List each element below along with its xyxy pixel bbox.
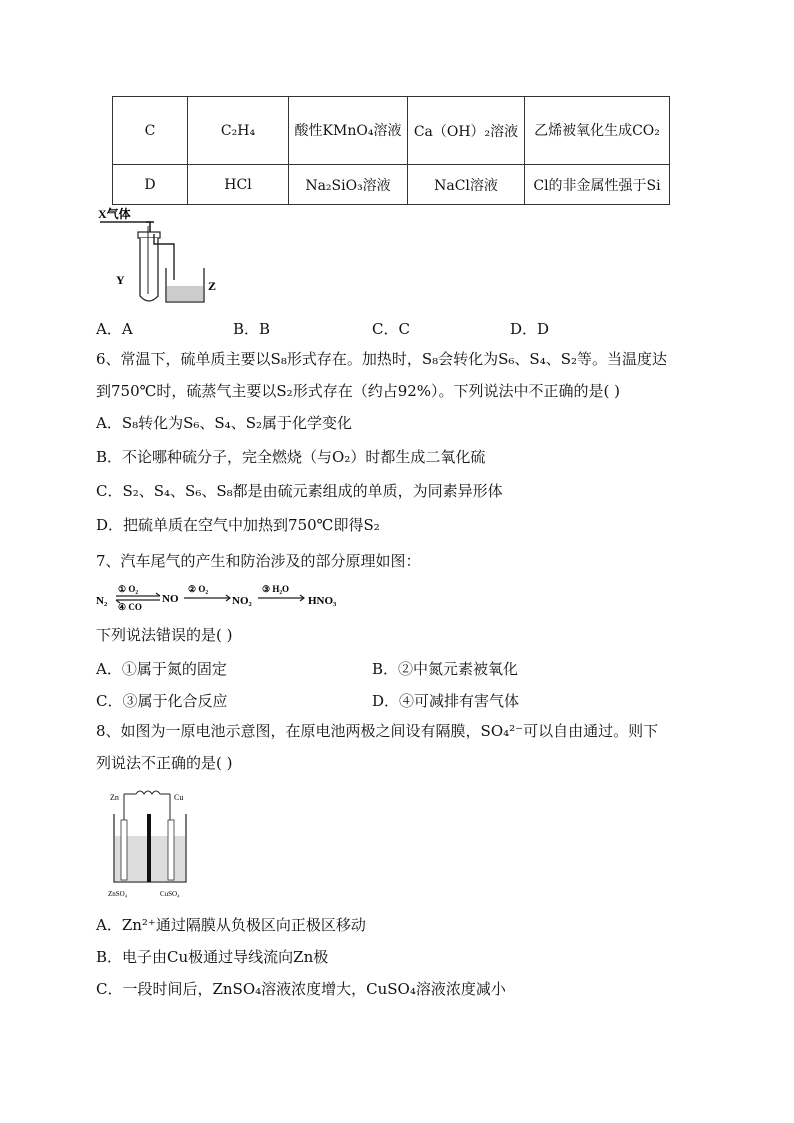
q6-option-c: C．S₂、S₄、S₆、S₈都是由硫元素组成的单质，为同素异形体 — [96, 482, 503, 500]
gas-apparatus-figure — [96, 204, 226, 308]
z-label: Z — [208, 279, 217, 293]
table-cell: Cl的非金属性强于Si — [525, 165, 670, 205]
q5-option-c: C．C — [372, 320, 410, 338]
no-label: NO — [162, 593, 179, 605]
galvanic-cell-figure — [108, 786, 198, 902]
table-row — [113, 165, 670, 205]
q6-option-a: A．S₈转化为S₆、S₄、S₂属于化学变化 — [96, 414, 352, 432]
step4-label: ④ CO — [118, 602, 142, 612]
cuso4-label: CuSO₄ — [160, 890, 180, 898]
table-cell: Ca（OH）₂溶液 — [408, 97, 525, 165]
table-cell: HCl — [188, 165, 289, 205]
n2-label: N₂ — [96, 595, 108, 607]
no2-label: NO₂ — [232, 595, 252, 607]
q8-option-b: B．电子由Cu极通过导线流向Zn极 — [96, 948, 329, 966]
q6-stem-line2: 到750℃时，硫蒸气主要以S₂形式存在（约占92%）。下列说法中不正确的是( ) — [96, 382, 621, 400]
q6-option-b: B．不论哪种硫分子，完全燃烧（与O₂）时都生成二氧化硫 — [96, 448, 486, 466]
zn-label: Zn — [110, 793, 119, 802]
znso4-label: ZnSO₄ — [108, 890, 128, 898]
gas-label: X气体 — [98, 207, 131, 221]
table-row — [113, 97, 670, 165]
q7-option-b: B．②中氮元素被氧化 — [372, 660, 519, 678]
experiment-table — [112, 96, 670, 205]
q6-stem-line1: 6、常温下，硫单质主要以S₈形式存在。加热时，S₈会转化为S₆、S₄、S₂等。当温度达 — [96, 350, 667, 368]
table-cell: 乙烯被氧化生成CO₂ — [525, 97, 670, 165]
q7-question: 下列说法错误的是( ) — [96, 626, 233, 644]
step3-label: ③ H₂O — [262, 584, 290, 594]
q6-option-d: D．把硫单质在空气中加热到750℃即得S₂ — [96, 516, 380, 534]
q7-stem: 7、汽车尾气的产生和防治涉及的部分原理如图： — [96, 552, 421, 570]
cu-label: Cu — [174, 793, 184, 802]
q5-option-b: B．B — [233, 320, 271, 338]
hno3-label: HNO₃ — [308, 595, 337, 607]
step2-label: ② O₂ — [188, 584, 209, 594]
table-cell: NaCl溶液 — [408, 165, 525, 205]
q5-option-a: A．A — [96, 320, 133, 338]
q7-option-d: D．④可减排有害气体 — [372, 692, 520, 710]
table-cell: C₂H₄ — [188, 97, 289, 165]
table-cell: C — [113, 97, 188, 165]
table-cell: 酸性KMnO₄溶液 — [289, 97, 408, 165]
q7-option-c: C．③属于化合反应 — [96, 692, 228, 710]
y-label: Y — [116, 273, 125, 287]
q5-option-d: D．D — [510, 320, 550, 338]
q8-option-c: C．一段时间后，ZnSO₄溶液浓度增大，CuSO₄溶液浓度减小 — [96, 980, 506, 998]
q8-stem-line1: 8、如图为一原电池示意图，在原电池两极之间设有隔膜，SO₄²⁻可以自由通过。则下 — [96, 722, 659, 740]
q8-stem-line2: 列说法不正确的是( ) — [96, 754, 233, 772]
step1-label: ① O₂ — [118, 584, 139, 594]
q8-option-a: A．Zn²⁺通过隔膜从负极区向正极区移动 — [96, 916, 366, 934]
reaction-scheme — [96, 580, 366, 612]
table-cell: Na₂SiO₃溶液 — [289, 165, 408, 205]
table-cell: D — [113, 165, 188, 205]
q7-option-a: A．①属于氮的固定 — [96, 660, 227, 678]
